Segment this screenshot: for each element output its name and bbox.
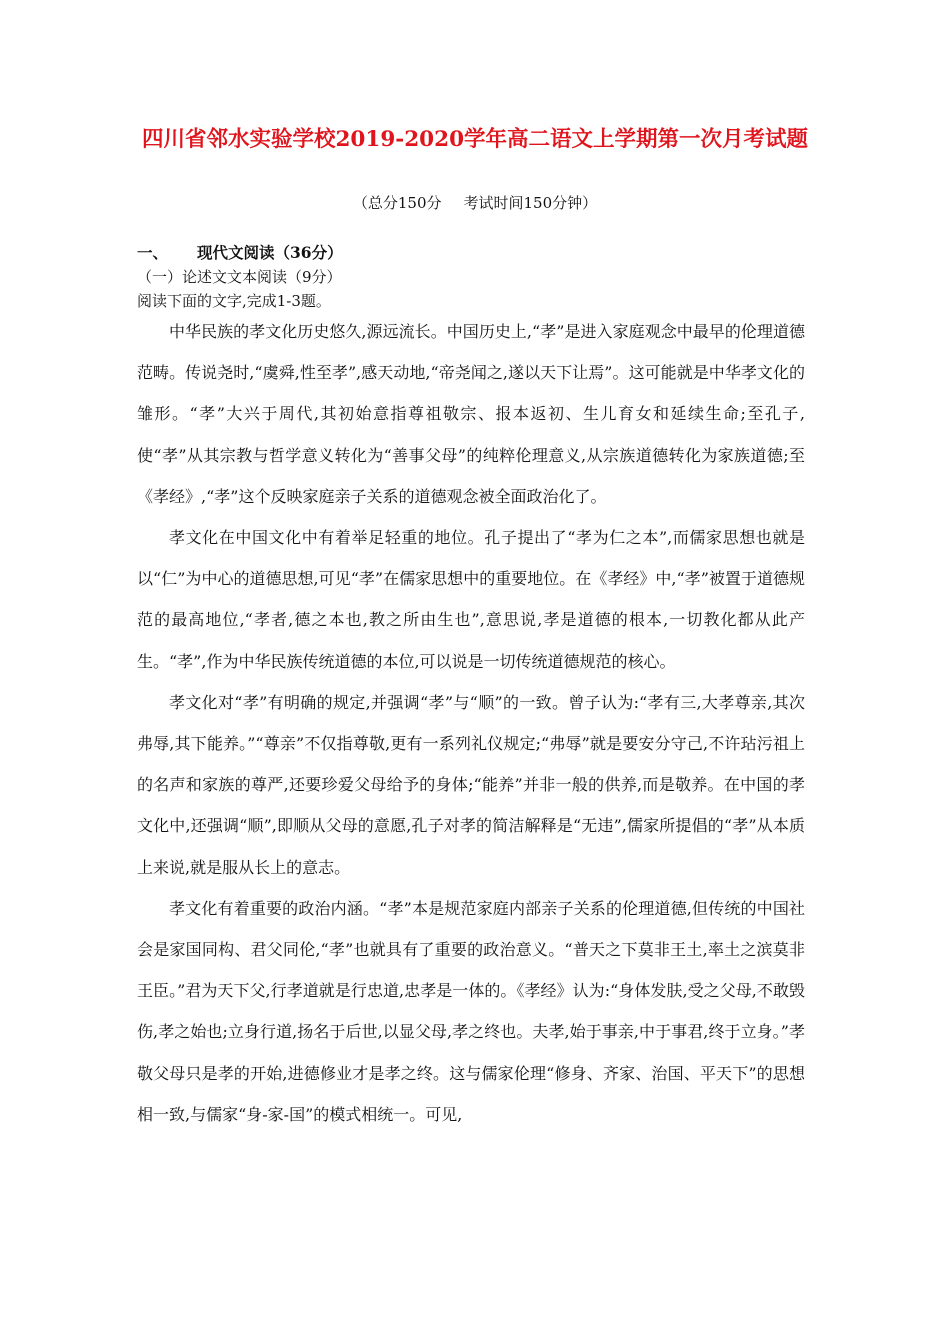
section-heading xyxy=(137,241,343,263)
subsection-heading: （一）论述文文本阅读（9分） xyxy=(137,268,342,286)
section-number: 一、 xyxy=(137,243,169,262)
exam-duration: 考试时间150分钟） xyxy=(463,194,598,212)
passage-paragraph: 孝文化在中国文化中有着举足轻重的地位。孔子提出了“孝为仁之本”,而儒家思想也就是以“仁”为中心的道德思想,可见“孝”在儒家思想中的重要地位。在《孝经》中,“孝”被置于道德规范的最高地位,“孝者,德之本也,教之所由生也”,意思说,孝是道德的根本,一切教化都从此产生。“孝”,作为中华民族传统道德的本位,可以说是一切传统道德规范的核心。 xyxy=(137,528,805,671)
section-title: 现代文阅读（36分） xyxy=(197,243,343,262)
passage-paragraph: 孝文化有着重要的政治内涵。“孝”本是规范家庭内部亲子关系的伦理道德,但传统的中国社会是家国同构、君父同伦,“孝”也就具有了重要的政治意义。“普天之下莫非王土,率土之滨莫非王臣。”君为天下父,行孝道就是行忠道,忠孝是一体的。《孝经》认为:“身体发肤,受之父母,不敢毁伤,孝之始也;立身行道,扬名于后世,以显父母,孝之终也。夫孝,始于事亲,中于事君,终于立身。”孝敬父母只是孝的开始,进德修业才是孝之终。这与儒家伦理“修身、齐家、治国、平天下”的思想相一致,与儒家“身-家-国”的模式相统一。可见, xyxy=(137,898,805,1124)
passage-paragraph: 孝文化对“孝”有明确的规定,并强调“孝”与“顺”的一致。曾子认为:“孝有三,大孝尊亲,其次弗辱,其下能养。”“尊亲”不仅指尊敬,更有一系列礼仪规定;“弗辱”就是要安分守己,不许玷污祖上的名声和家族的尊严,还要珍爱父母给予的身体;“能养”并非一般的供养,而是敬养。在中国的孝文化中,还强调“顺”,即顺从父母的意愿,孔子对孝的简洁解释是“无违”,儒家所提倡的“孝”从本质上来说,就是服从长上的意志。 xyxy=(137,692,805,877)
exam-title: 四川省邻水实验学校2019-2020学年高二语文上学期第一次月考试题 xyxy=(141,127,809,152)
total-score: （总分150分 xyxy=(352,194,442,212)
reading-passage xyxy=(137,311,805,1135)
passage-paragraph: 中华民族的孝文化历史悠久,源远流长。中国历史上,“孝”是进入家庭观念中最早的伦理道德范畴。传说尧时,“虞舜,性至孝”,感天动地,“帝尧闻之,遂以天下让焉”。这可能就是中华孝文化的雏形。“孝”大兴于周代,其初始意指尊祖敬宗、报本返初、生儿育女和延续生命;至孔子,使“孝”从其宗教与哲学意义转化为“善事父母”的纯粹伦理意义,从宗族道德转化为家族道德;至《孝经》,“孝”这个反映家庭亲子关系的道德观念被全面政治化了。 xyxy=(137,322,805,506)
exam-meta xyxy=(0,192,950,213)
reading-instruction: 阅读下面的文字,完成1-3题。 xyxy=(137,292,331,310)
